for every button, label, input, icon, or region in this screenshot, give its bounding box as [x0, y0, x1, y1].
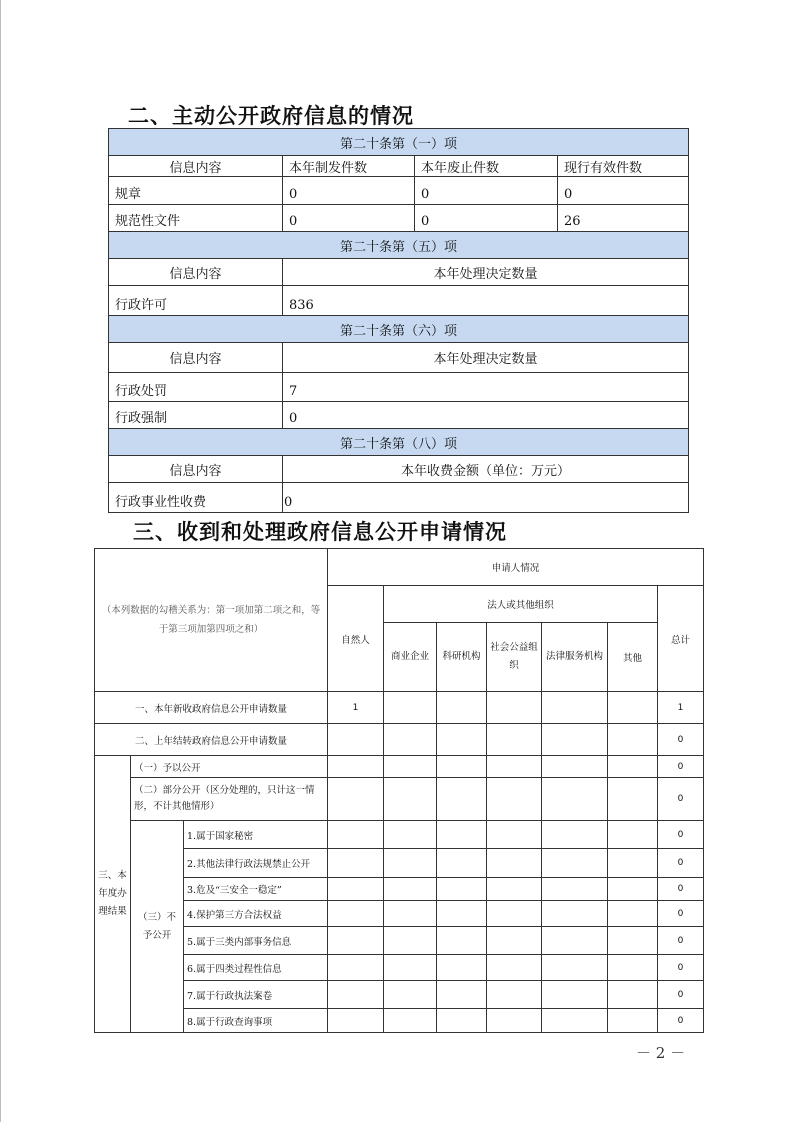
header-valid: 现行有效件数	[558, 156, 689, 177]
cell-total: 0	[658, 778, 704, 821]
cell-total: 1	[658, 692, 704, 724]
row-label: 规范性文件	[109, 205, 283, 232]
block8-title: 第二十条第（八）项	[109, 429, 689, 456]
row-new-applications: 一、本年新收政府信息公开申请数量	[95, 692, 328, 724]
col-natural-person: 自然人	[328, 586, 384, 692]
row-reason: 1.属于国家秘密	[184, 821, 328, 849]
group-results: 三、本年度办理结果	[95, 756, 131, 1033]
row-reason: 2.其他法律行政法规禁止公开	[184, 849, 328, 878]
cell-value: 0	[283, 177, 415, 205]
row-reason: 8.属于行政查询事项	[184, 1009, 328, 1033]
cell-value: 836	[283, 286, 689, 316]
cell-total: 0	[658, 821, 704, 849]
group-not-open: （三）不予公开	[131, 821, 184, 1033]
header-info-content: 信息内容	[109, 456, 283, 483]
col-other: 其他	[608, 623, 658, 692]
row-reason: 5.属于三类内部事务信息	[184, 927, 328, 955]
cell-total: 0	[658, 901, 704, 927]
row-label: 规章	[109, 177, 283, 205]
header-fee-amount: 本年收费金额（单位：万元）	[283, 456, 689, 483]
cell-value: 0	[283, 205, 415, 232]
row-label: 行政处罚	[109, 373, 283, 402]
reconciliation-note: （本列数据的勾稽关系为：第一项加第二项之和，等于第三项加第四项之和）	[95, 549, 328, 692]
header-abolished: 本年废止件数	[415, 156, 558, 177]
row-open: （一）予以公开	[131, 756, 328, 778]
row-reason: 4.保护第三方合法权益	[184, 901, 328, 927]
block1-title: 第二十条第（一）项	[109, 129, 689, 156]
col-legal-service: 法律服务机构	[542, 623, 608, 692]
cell-value: 7	[283, 373, 689, 402]
cell-total: 0	[658, 849, 704, 878]
header-decisions: 本年处理决定数量	[283, 259, 689, 286]
cell-total: 0	[658, 927, 704, 955]
col-research: 科研机构	[437, 623, 487, 692]
section3-heading: 三、收到和处理政府信息公开申请情况	[133, 520, 507, 544]
cell-total: 0	[658, 878, 704, 901]
row-reason: 7.属于行政执法案卷	[184, 981, 328, 1009]
active-disclosure-table	[108, 128, 689, 513]
section2-heading: 二、主动公开政府信息的情况	[128, 104, 414, 128]
header-decisions: 本年处理决定数量	[283, 343, 689, 373]
cell-total: 0	[658, 1009, 704, 1033]
cell-total: 0	[658, 724, 704, 756]
header-info-content: 信息内容	[109, 343, 283, 373]
legal-entity-header: 法人或其他组织	[384, 586, 658, 623]
col-business: 商业企业	[384, 623, 437, 692]
row-reason: 6.属于四类过程性信息	[184, 955, 328, 981]
cell-value: 0	[283, 402, 689, 429]
row-label: 行政事业性收费	[109, 483, 283, 513]
cell-total: 0	[658, 981, 704, 1009]
page-number: － 2 －	[636, 1044, 686, 1062]
cell-value: 0	[283, 483, 689, 513]
applicant-header: 申请人情况	[328, 549, 704, 586]
col-social: 社会公益组织	[487, 623, 542, 692]
row-reason: 3.危及“三安全一稳定”	[184, 878, 328, 901]
block6-title: 第二十条第（六）项	[109, 316, 689, 343]
header-issued: 本年制发件数	[283, 156, 415, 177]
page-edge	[0, 0, 1, 1122]
cell-value: 0	[415, 177, 558, 205]
cell-total: 0	[658, 955, 704, 981]
cell-natural: 1	[328, 692, 384, 724]
header-info-content: 信息内容	[109, 259, 283, 286]
row-carried-over: 二、上年结转政府信息公开申请数量	[95, 724, 328, 756]
cell-value: 0	[558, 177, 689, 205]
block5-title: 第二十条第（五）项	[109, 232, 689, 259]
row-partial-open: （二）部分公开（区分处理的，只计这一情形，不计其他情形）	[131, 778, 328, 821]
header-info-content: 信息内容	[109, 156, 283, 177]
cell-value: 0	[415, 205, 558, 232]
col-total: 总计	[658, 586, 704, 692]
row-label: 行政强制	[109, 402, 283, 429]
cell-total: 0	[658, 756, 704, 778]
row-label: 行政许可	[109, 286, 283, 316]
cell-value: 26	[558, 205, 689, 232]
application-handling-table	[94, 548, 704, 1033]
